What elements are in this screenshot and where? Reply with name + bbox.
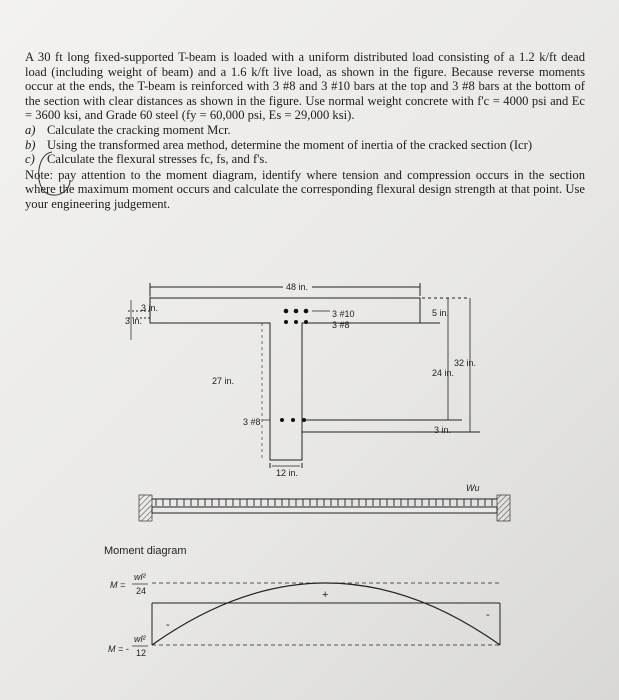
task-c-label: c) [25,152,35,167]
rebar-10 [304,309,309,314]
negative-sign-right: - [486,609,490,621]
label-second-layer: 3 in. [125,316,143,326]
rebar-8-top [284,320,288,324]
neg-moment-den: 12 [136,648,147,658]
label-wu: Wu [466,483,480,493]
neg-moment-num: wl² [134,634,146,644]
right-fixed-support [497,495,510,521]
pos-moment-den: 24 [136,586,147,596]
label-bottom-cover: 3 in. [434,425,452,435]
beam-member [152,507,497,513]
task-b-text: Using the transformed area method, determine the moment of inertia of the cracked section (Icr) [47,137,533,152]
rebar-8-top [294,320,298,324]
label-web-width: 12 in. [276,468,299,478]
pos-moment-prefix: M = [110,580,126,590]
label-flange-thickness: 5 in. [432,308,450,318]
positive-sign: + [322,589,329,601]
task-a-text: Calculate the cracking moment Mcr. [47,122,231,137]
pos-moment-num: wl² [134,572,146,582]
label-flange-width: 48 in. [286,282,309,292]
fixed-beam [139,483,510,521]
rebar-dots [280,309,308,422]
rebar-8-bottom [291,418,295,422]
rebar-10 [284,309,289,314]
problem-note: Note: pay attention to the moment diagram, identify where tension and compression occurs in the section where the maximum moment occurs and calculate the corresponding flexural design strength at that point. Use your engineering judgement. [25,167,585,211]
rebar-8-bottom [280,418,284,422]
label-top-cover: 3 in. [141,303,159,313]
handwritten-circle-mark [39,152,70,195]
label-top-bars-1: 3 #10 [332,309,355,319]
rebar-10 [294,309,299,314]
label-steel-depth: 24 in. [432,368,455,378]
rebar-8-top [304,320,308,324]
distributed-load-arrows [156,499,492,506]
label-total-depth: 32 in. [454,358,477,368]
problem-intro: A 30 ft long fixed-supported T-beam is loaded with a uniform distributed load consisting of a 1.2 k/ft dead load (including weight of beam) and a 1.6 k/ft live load, as shown in the figure. Because reverse moments occur at the ends, the T-beam is reinforced with 3 #8 and 3 #10 bars at the top and 3 #8 bars at the bottom of the section with clear distances as shown in the figure. Use normal weight concrete with f'c = 4000 psi and Ec = 3600 ksi, and Grade 60 steel (fy = 60,000 psi, Es = 29,000 ksi). [25,50,585,123]
negative-sign-left: - [166,619,170,631]
label-top-bars-2: 3 #8 [332,320,350,330]
left-fixed-support [139,495,152,521]
task-b-label: b) [25,137,36,152]
label-bottom-bars: 3 #8 [243,417,261,427]
moment-diagram-title: Moment diagram [104,545,187,557]
task-c-text: Calculate the flexural stresses fc, fs, and f's. [47,152,268,167]
moment-diagram [104,545,500,658]
label-web-height: 27 in. [212,376,235,386]
neg-moment-prefix: M = - [108,644,129,654]
rebar-8-bottom [302,418,306,422]
task-a-label: a) [25,122,36,137]
